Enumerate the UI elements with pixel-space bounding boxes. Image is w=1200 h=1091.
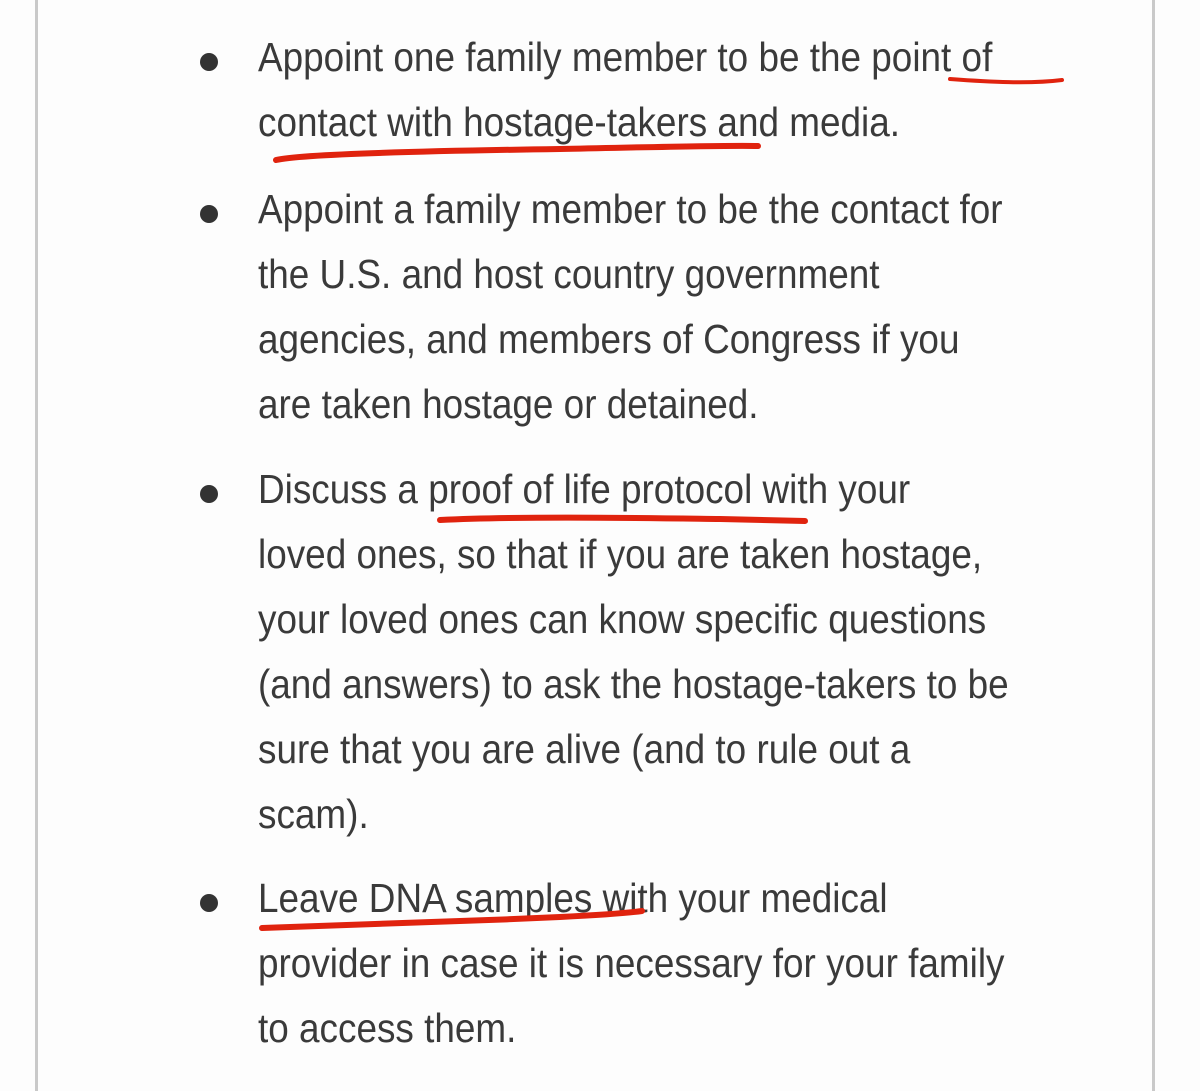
text-line: are taken hostage or detained. xyxy=(258,381,759,427)
text-line: the U.S. and host country government xyxy=(258,251,880,297)
text-line: Leave DNA samples with your medical xyxy=(258,875,888,921)
bullet-text xyxy=(258,177,1059,437)
text-line: scam). xyxy=(258,791,369,837)
bullet-dot-icon xyxy=(200,205,218,223)
bullet-dot-icon xyxy=(200,485,218,503)
text-line: Appoint one family member to be the point of xyxy=(258,34,993,80)
text-line: to access them. xyxy=(258,1005,517,1051)
text-line: provider in case it is necessary for your family xyxy=(258,940,1005,986)
text-line: your loved ones can know specific questions xyxy=(258,596,987,642)
text-line: loved ones, so that if you are taken hostage, xyxy=(258,531,983,577)
bullet-text xyxy=(258,866,1059,1061)
text-line: Discuss a proof of life protocol with your xyxy=(258,466,911,512)
text-line: agencies, and members of Congress if you xyxy=(258,316,960,362)
text-line: (and answers) to ask the hostage-takers to be xyxy=(258,661,1009,707)
bullet-text xyxy=(258,457,1059,847)
text-line: sure that you are alive (and to rule out a xyxy=(258,726,911,772)
text-line: Appoint a family member to be the contact for xyxy=(258,186,1003,232)
bullet-dot-icon xyxy=(200,894,218,912)
bullet-dot-icon xyxy=(200,53,218,71)
bullet-text xyxy=(258,25,1059,155)
text-line: contact with hostage-takers and media. xyxy=(258,99,901,145)
